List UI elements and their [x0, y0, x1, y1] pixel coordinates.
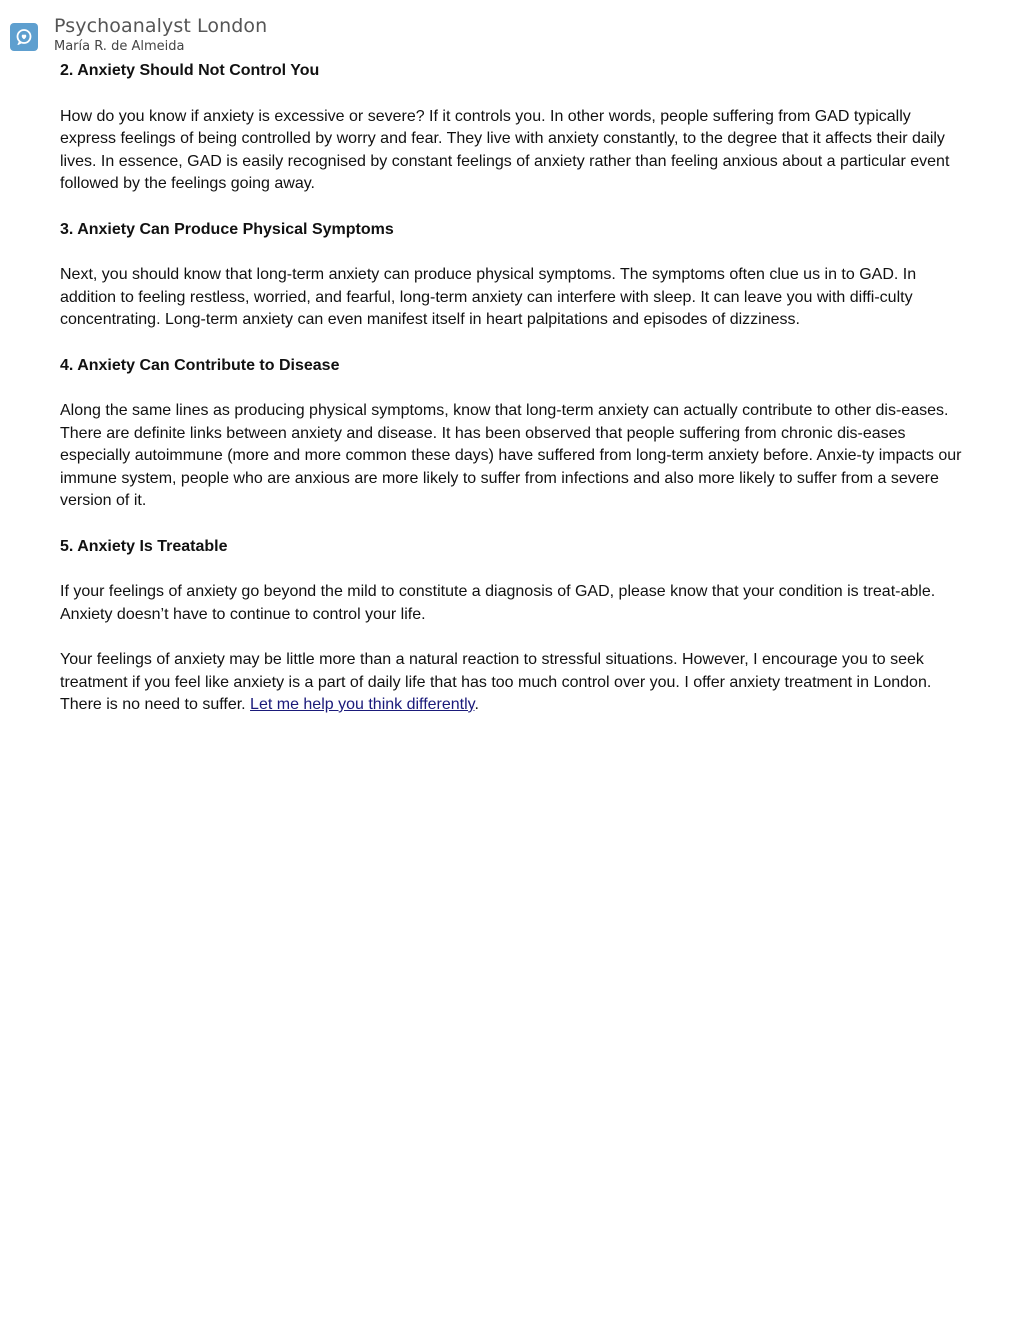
section-paragraph-control: How do you know if anxiety is excessive or severe? If it controls you. In other words, people suffering from GAD typically express feelings of being controlled by worry and fear. They live with anxiety constantly, to the degree that it affects their daily lives. In essence, GAD is easily recognised by constant feelings of anxiety rather than feeling anxious about a particular event followed by the feelings going away.	[60, 107, 950, 192]
help-link[interactable]: Let me help you think differently	[250, 696, 475, 713]
closing-paragraph	[60, 649, 968, 717]
section-heading-control: 2. Anxiety Should Not Control You	[60, 62, 320, 79]
closing-text: Your feelings of anxiety may be little more than a natural reaction to stressful situations. However, I encourage you to seek treatment if you feel like anxiety is a part of daily life that has too much control over you. I offer anxiety treatment in London. There is no need to suffer.	[60, 651, 932, 713]
site-subtitle: María R. de Almeida	[54, 39, 185, 54]
article-body	[60, 60, 968, 740]
section-paragraph-physical: Next, you should know that long-term anxiety can produce physical symptoms. The symptoms often clue us in to GAD. In addition to feeling restless, worried, and fearful, long-term anxiety can interfere with sleep. It can leave you with diffi-culty concentrating. Long-term anxiety can even manifest itself in heart palpitations and episodes of dizziness.	[60, 266, 917, 328]
section-paragraph-treatable: If your feelings of anxiety go beyond the mild to constitute a diagnosis of GAD, please know that your condition is treat-able. Anxiety doesn’t have to continue to control your life.	[60, 583, 936, 623]
section-heading-physical: 3. Anxiety Can Produce Physical Symptoms	[60, 220, 394, 238]
closing-trailing: .	[474, 696, 479, 713]
logo[interactable]	[10, 23, 38, 51]
section-paragraph-disease: Along the same lines as producing physical symptoms, know that long-term anxiety can actually contribute to other dis-eases. There are definite links between anxiety and disease. It has been observed that people suffering from chronic dis-eases especially autoimmune (more and more common these days) have suffered from long-term anxiety before. Anxie-ty impacts our immune system, people who are anxious are more likely to suffer from infections and also more likely to suffer from a severe version of it.	[60, 402, 962, 509]
site-header	[10, 14, 267, 55]
heart-chat-icon	[14, 27, 34, 47]
section-heading-treatable: 5. Anxiety Is Treatable	[60, 537, 228, 555]
section-heading-disease: 4. Anxiety Can Contribute to Disease	[60, 356, 340, 374]
brand	[54, 14, 267, 55]
site-title[interactable]: Psychoanalyst London	[54, 15, 268, 37]
